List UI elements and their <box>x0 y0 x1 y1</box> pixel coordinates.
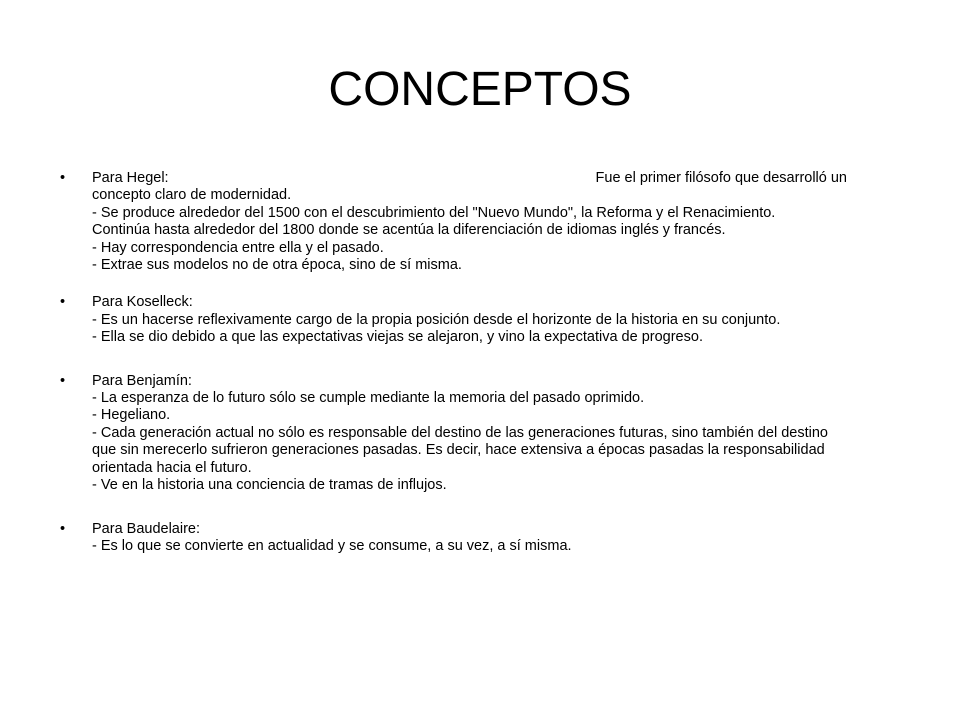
bullet-line: Para Koselleck: <box>92 294 193 311</box>
bullet-hegel <box>60 170 910 274</box>
slide-title: CONCEPTOS <box>328 63 632 116</box>
bullet-dot-icon: • <box>60 372 66 389</box>
bullet-line: - La esperanza de lo futuro sólo se cumple mediante la memoria del pasado oprimido. <box>92 390 645 407</box>
bullet-line: Para Benjamín: <box>92 372 192 389</box>
bullet-line: concepto claro de modernidad. <box>92 187 292 204</box>
bullet-line: - Se produce alrededor del 1500 con el descubrimiento del "Nuevo Mundo", la Reforma y el Renacimiento. <box>92 204 776 221</box>
bullet-benjamin <box>60 373 910 495</box>
bullet-line: - Ve en la historia una conciencia de tramas de influjos. <box>92 477 447 494</box>
bullet-line: orientada hacia el futuro. <box>92 459 252 476</box>
bullet-line: - Ella se dio debido a que las expectativas viejas se alejaron, y vino la expectativa de progreso. <box>92 329 703 346</box>
bullet-line: Para Baudelaire: <box>92 520 201 537</box>
bullet-line: - Hegeliano. <box>92 407 171 424</box>
bullet-line: - Cada generación actual no sólo es responsable del destino de las generaciones futuras, sino también del destino <box>92 424 828 441</box>
bullet-head-left: Para Hegel: <box>92 170 169 186</box>
bullet-koselleck <box>60 294 910 346</box>
bullet-head-right: Fue el primer filósofo que desarrolló un <box>595 170 847 186</box>
bullet-list <box>60 170 910 575</box>
bullet-line: - Es lo que se convierte en actualidad y se consume, a su vez, a sí misma. <box>92 537 572 554</box>
bullet-dot-icon: • <box>60 520 66 537</box>
bullet-dot-icon: • <box>60 170 66 186</box>
bullet-baudelaire <box>60 521 910 556</box>
bullet-head-line <box>92 170 847 187</box>
bullet-line: - Extrae sus modelos no de otra época, sino de sí misma. <box>92 257 462 274</box>
bullet-line: que sin merecerlo sufrieron generaciones pasadas. Es decir, hace extensiva a épocas pasadas la responsabilidad <box>92 442 825 459</box>
bullet-line: Continúa hasta alrededor del 1800 donde se acentúa la diferenciación de idiomas inglés y francés. <box>92 222 726 239</box>
bullet-dot-icon: • <box>60 294 66 311</box>
bullet-line: - Hay correspondencia entre ella y el pasado. <box>92 239 384 256</box>
bullet-line: - Es un hacerse reflexivamente cargo de la propia posición desde el horizonte de la historia en su conjunto. <box>92 311 781 328</box>
